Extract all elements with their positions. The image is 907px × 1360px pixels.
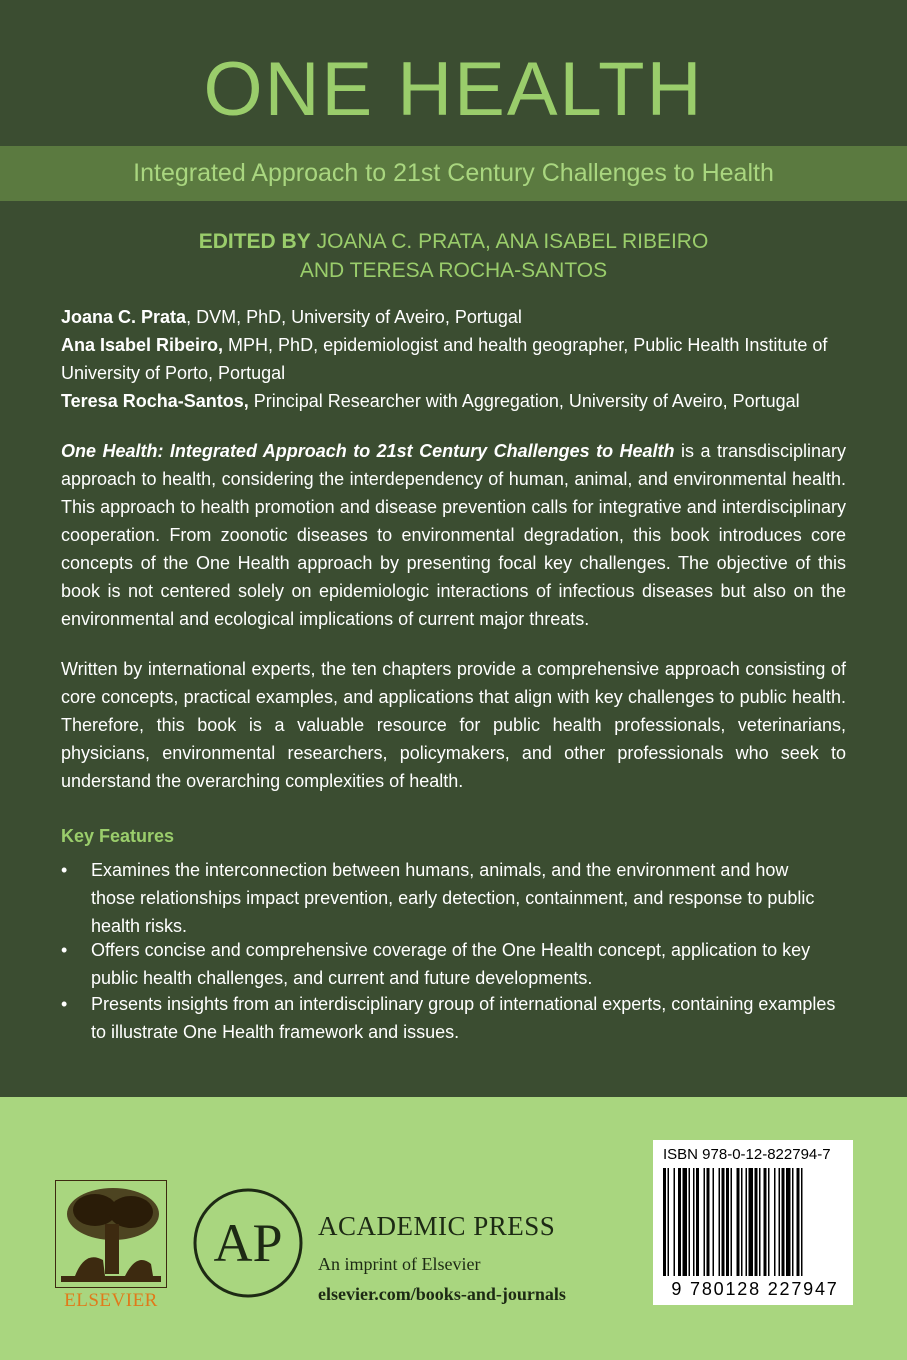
key-feature-text: Presents insights from an interdisciplinary group of international experts, containing examples to illustrate One Health framework and issues. bbox=[91, 994, 836, 1042]
publisher-name: ACADEMIC PRESS bbox=[318, 1211, 556, 1241]
editor-details: Principal Researcher with Aggregation, University of Aveiro, Portugal bbox=[248, 391, 800, 411]
ap-monogram: AP bbox=[213, 1213, 283, 1273]
barcode-number: 9 780128 227947 bbox=[671, 1279, 839, 1299]
key-feature-text: Offers concise and comprehensive coverage of the One Health concept, application to key public health challenges, and current and future developments. bbox=[91, 940, 811, 988]
description-paragraph-2: Written by international experts, the ten chapters provide a comprehensive approach consisting of core concepts, practical examples, and applications that align with key challenges to public health. Therefore, this book is a valuable resource for public health professionals, veterinarians, physicians, environmental researchers, policymakers, and other professionals who seek to understand the overarching complexities of health. bbox=[61, 659, 846, 791]
editor-name: Ana Isabel Ribeiro, bbox=[61, 335, 224, 355]
paragraph-text: is a transdisciplinary approach to health, considering the interdependency of human, animal, and environmental health. This approach to health promotion and disease prevention calls for integrative and interdisciplinary cooperation. From zoonotic diseases to environmental degradation, this book introduces core concepts of the One Health approach by presenting focal key challenges. The objective of this book is not centered solely on epidemiologic interactions of infectious diseases but also on the environmental and ecological implications of current major threats. bbox=[61, 441, 847, 629]
bullet-icon: • bbox=[61, 994, 68, 1014]
isbn-label: ISBN 978-0-12-822794-7 bbox=[663, 1146, 831, 1163]
key-feature-text: Examines the interconnection between humans, animals, and the environment and how those relationships impact prevention, early detection, containment, and response to public health risks. bbox=[91, 860, 815, 936]
elsevier-tree-icon bbox=[55, 1180, 167, 1288]
academic-press-logo-icon bbox=[192, 1187, 304, 1299]
editor-name: Joana C. Prata bbox=[61, 307, 187, 327]
book-title: ONE HEALTH bbox=[203, 47, 704, 132]
book-subtitle: Integrated Approach to 21st Century Challenges to Health bbox=[133, 159, 774, 187]
editors-line-2: AND TERESA ROCHA-SANTOS bbox=[299, 259, 608, 282]
elsevier-wordmark: ELSEVIER bbox=[64, 1290, 158, 1311]
key-features-heading: Key Features bbox=[61, 826, 175, 846]
bullet-icon: • bbox=[61, 860, 68, 880]
publisher-url: elsevier.com/books-and-journals bbox=[318, 1284, 566, 1304]
editor-details: , DVM, PhD, University of Aveiro, Portugal bbox=[186, 307, 522, 327]
bullet-icon: • bbox=[61, 940, 68, 960]
description-paragraph-1 bbox=[61, 437, 846, 633]
editors-names-1: JOANA C. PRATA, ANA ISABEL RIBEIRO bbox=[316, 230, 709, 253]
publisher-imprint: An imprint of Elsevier bbox=[318, 1254, 481, 1274]
editor-details: MPH, PhD, epidemiologist and health geographer, Public Health Institute of University of Porto, Portugal bbox=[61, 335, 828, 383]
book-title-italic: One Health: Integrated Approach to 21st Century Challenges to Health bbox=[61, 441, 675, 461]
affiliation-rocha-santos bbox=[61, 387, 851, 415]
affiliation-ribeiro bbox=[61, 331, 851, 387]
edited-by-label: EDITED BY bbox=[198, 230, 311, 253]
editors-line-1 bbox=[0, 231, 907, 252]
editor-name: Teresa Rocha-Santos, bbox=[61, 391, 249, 411]
barcode-icon bbox=[663, 1168, 843, 1276]
affiliation-prata bbox=[61, 303, 851, 331]
